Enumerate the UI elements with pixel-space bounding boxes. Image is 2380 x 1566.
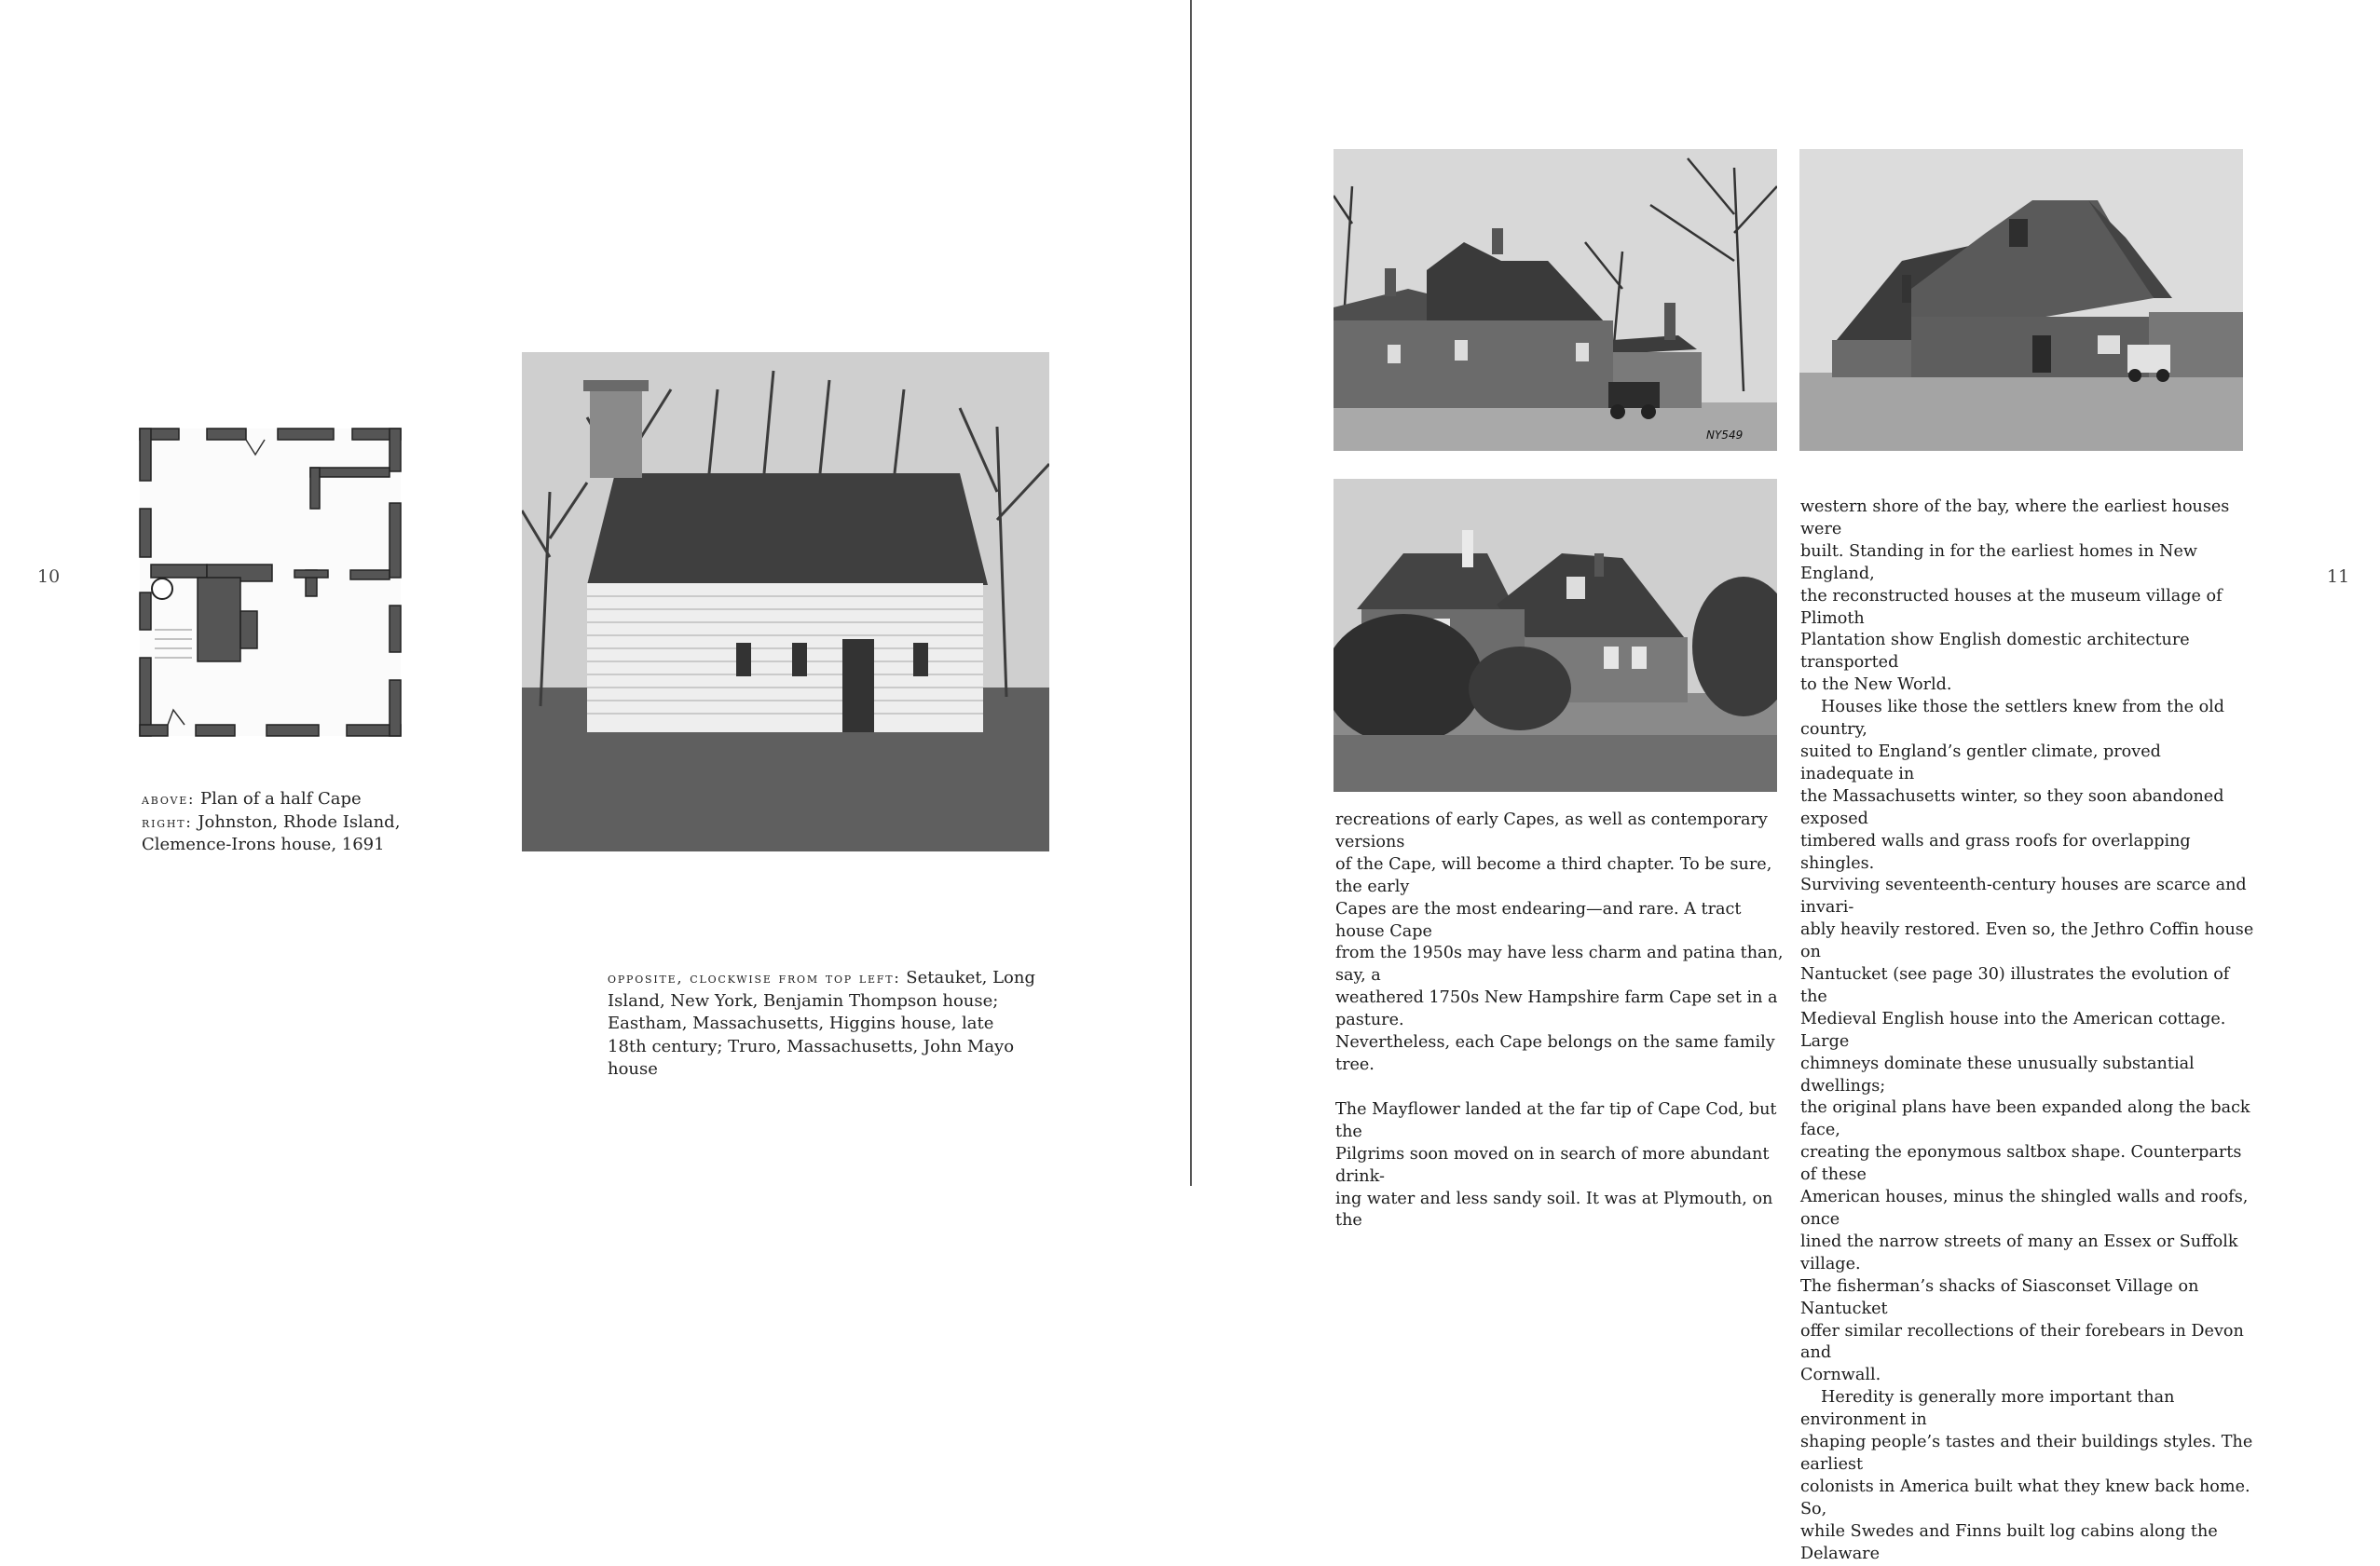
body-line: ably heavily restored. Even so, the Jethro Coffin house on xyxy=(1800,920,2254,962)
body-line: western shore of the bay, where the earliest houses were xyxy=(1800,497,2230,538)
body-line: built. Standing in for the earliest homes in New England, xyxy=(1800,541,2197,583)
body-line: shaping people’s tastes and their buildings styles. The earliest xyxy=(1800,1433,2253,1474)
body-column-left xyxy=(1335,810,1792,1232)
body-line: the original plans have been expanded along the back face, xyxy=(1800,1098,2250,1140)
clemence-irons-house-photo xyxy=(522,352,1049,851)
paragraph-break xyxy=(1335,1077,1792,1099)
eastham-higgins-house-photo xyxy=(1799,149,2243,451)
caption-label-right: right: xyxy=(142,812,193,831)
body-line: suited to England’s gentler climate, proved inadequate in xyxy=(1800,742,2161,783)
body-line: while Swedes and Finns built log cabins along the Delaware xyxy=(1800,1521,2218,1563)
body-line: from the 1950s may have less charm and patina than, say, a xyxy=(1335,944,1784,986)
body-line: of the Cape, will become a third chapter. To be sure, the early xyxy=(1335,854,1772,896)
body-line: American houses, minus the shingled walls and roofs, once xyxy=(1800,1188,2249,1229)
truro-mayo-house-photo xyxy=(1334,479,1777,792)
body-line: lined the narrow streets of many an Essex or Suffolk village. xyxy=(1800,1232,2238,1273)
body-line: Medieval English house into the American cottage. Large xyxy=(1800,1009,2226,1051)
body-line: Heredity is generally more important than environment in xyxy=(1800,1388,2175,1430)
body-line: colonists in America built what they knew back home. So, xyxy=(1800,1477,2250,1518)
body-line: The fisherman’s shacks of Siasconset Village on Nantucket xyxy=(1800,1276,2199,1318)
body-line: offer similar recollections of their forebears in Devon and xyxy=(1800,1321,2244,1363)
page-number-left: 10 xyxy=(37,566,61,587)
page-number-right: 11 xyxy=(2327,566,2350,587)
body-line: recreations of early Capes, as well as contemporary versions xyxy=(1335,810,1768,851)
body-line: ing water and less sandy soil. It was at Plymouth, on the xyxy=(1335,1189,1773,1231)
floor-plan-caption xyxy=(142,788,477,857)
body-line: weathered 1750s New Hampshire farm Cape set in a pasture. xyxy=(1335,988,1778,1030)
body-line: Nantucket (see page 30) illustrates the evolution of the xyxy=(1800,965,2230,1006)
floor-plan-drawing xyxy=(130,410,438,745)
body-line: timbered walls and grass roofs for overlapping shingles. xyxy=(1800,831,2191,873)
body-column-right xyxy=(1800,497,2257,1566)
body-line: to the New World. xyxy=(1800,675,1952,695)
setauket-thompson-house-photo xyxy=(1334,149,1777,451)
body-line: Surviving seventeenth-century houses are scarce and invari- xyxy=(1800,876,2247,918)
photo-archive-stamp: NY549 xyxy=(1706,429,1744,442)
body-line: creating the eponymous saltbox shape. Counterparts of these xyxy=(1800,1143,2242,1185)
body-line: the reconstructed houses at the museum village of Plimoth xyxy=(1800,586,2223,628)
body-line: The Mayflower landed at the far tip of Cape Cod, but the xyxy=(1335,1099,1777,1141)
body-line: Cornwall. xyxy=(1800,1366,1881,1385)
body-line: Nevertheless, each Cape belongs on the same family tree. xyxy=(1335,1033,1775,1074)
body-line: chimneys dominate these unusually substantial dwellings; xyxy=(1800,1054,2195,1096)
body-line: Pilgrims soon moved on in search of more abundant drink- xyxy=(1335,1144,1770,1186)
body-line: Houses like those the settlers knew from the old country, xyxy=(1800,698,2225,740)
opposite-caption-text: Setauket, Long Island, New York, Benjamin Thompson house; Eastham, Massachusetts, Higgins house, late 18th century; Truro, Massachusetts, John Mayo house xyxy=(608,968,1035,1079)
caption-text-right: Johnston, Rhode Island, Clemence-Irons house, 1691 xyxy=(142,811,401,854)
opposite-caption xyxy=(608,967,1036,1082)
body-line: the Massachusetts winter, so they soon abandoned exposed xyxy=(1800,786,2224,828)
body-line: Capes are the most endearing—and rare. A tract house Cape xyxy=(1335,899,1742,941)
caption-text-above: Plan of a half Cape xyxy=(199,789,362,809)
opposite-caption-label: opposite, clockwise from top left: xyxy=(608,969,901,987)
caption-label-above: above: xyxy=(142,790,196,808)
body-line: Plantation show English domestic architecture transported xyxy=(1800,631,2190,673)
page-gutter xyxy=(1190,0,1192,1186)
